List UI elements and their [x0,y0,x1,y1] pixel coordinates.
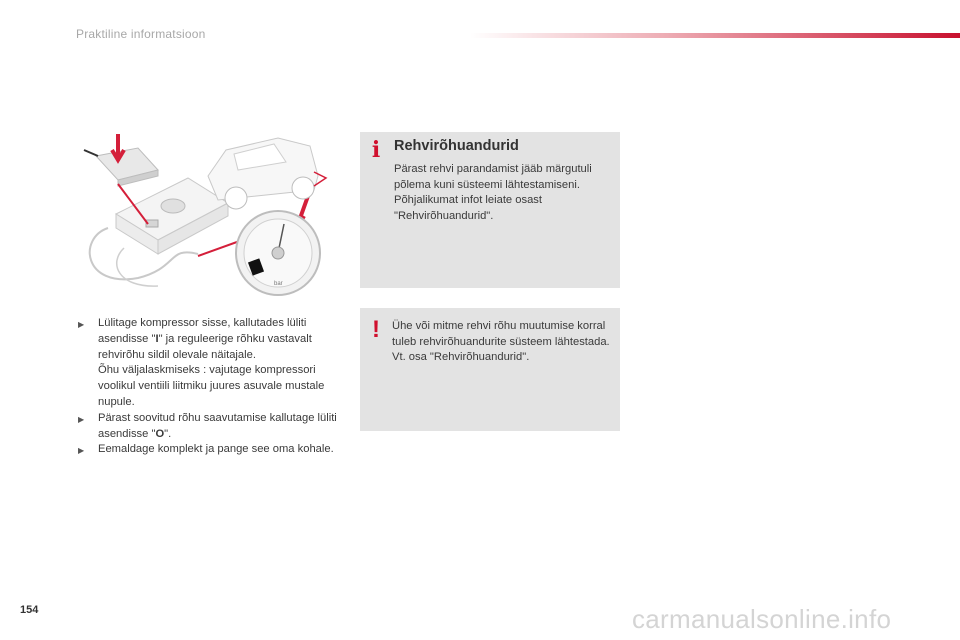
step-text: Lülitage kompressor sisse, kallutades lüliti asendisse " [98,317,307,345]
warning-box-body [392,319,614,366]
info-box-body: Pärast rehvi parandamist jääb märgutuli põlema kuni süsteemi lähtestamiseni. Põhjalikumat infot leiate osast "Rehvirõhuandurid". [394,163,592,222]
page-number: 154 [20,604,39,616]
instruction-steps [78,316,348,459]
info-box-title: Rehvirõhuandurid [394,138,519,154]
warning-box [360,308,620,431]
step-item [78,316,348,411]
info-box [360,132,620,288]
step-text: ". [164,427,172,440]
watermark: carmanualsonline.info [632,604,892,634]
step-text: Eemaldage komplekt ja pange see oma kohale. [98,443,334,456]
warning-icon: ! [372,316,380,343]
step-item [78,411,348,443]
bullet-icon: ▶ [78,414,85,424]
bullet-icon: ▶ [78,320,85,329]
step-item [78,442,348,459]
warning-text: Ühe või mitme rehvi rõhu muutumise korral tuleb rehvirõhuandurite süsteem lähtestada. [392,320,610,348]
step-text: " ja reguleerige rõhku vastavalt rehvirõhu sildil olevale näitajale. [98,332,312,361]
switch-position-label: O [155,427,165,440]
header-accent-bar [470,33,960,38]
page-header-title: Praktiline informatsioon [76,27,206,41]
gauge-unit-label: bar [274,281,283,287]
switch-position-label: I [155,332,159,345]
warning-reference: Vt. osa "Rehvirõhuandurid". [392,351,530,364]
step-text: Õhu väljalaskmiseks : vajutage kompressori voolikul ventiili liitmiku juures asuvale mustale nupule. [98,364,325,408]
step-text: Pärast soovitud rõhu saavutamise kallutage lüliti asendisse " [98,411,337,440]
info-icon: i [371,137,381,163]
compressor-illustration [78,128,343,296]
bullet-icon: ▶ [78,446,85,456]
